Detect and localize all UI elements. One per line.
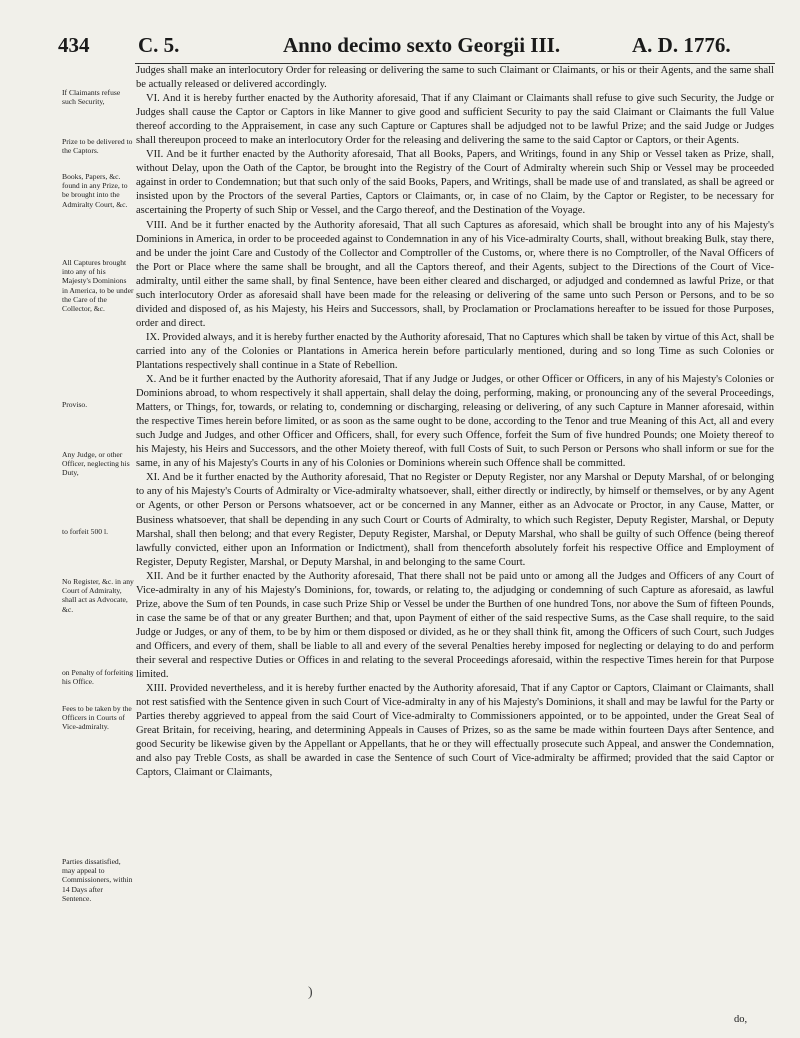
margin-note: to forfeit 500 l. [62,527,108,536]
regnal-title: Anno decimo sexto Georgii III. [283,33,561,57]
section-x: X. And be it further enacted by the Authority aforesaid, That if any Judge or Judges, or other Officer or Officers, in any of his Majesty's Colonies or Dominions abroad, to whom respectively it shall appertain, shall delay the doing, performing, making, or pronouncing any of the several Proceedings, Matters, or Things, for, towards, or relating to, condemning or discharging, releasing or delivering, of any such Capture in Manner aforesaid, within the respective Times herein before limited, or as soon as the same ought to be done, according to the Tenor and true Meaning of this Act, all and every such Judge and Judges, and other Officer and Officers, shall, for every such Offence, forfeit the Sum of five hundred Pounds; one Moiety thereof to his Majesty, his Heirs and Successors, and the other Moiety thereof, with full Costs of Suit, to such Person or Persons who shall inform or sue for the same, in any of his Majesty's Courts in any of his Colonies or Dominions wherein such Offence shall be committed. [136,374,774,470]
running-header [58,33,770,63]
margin-note: Books, Papers, &c. found in any Prize, to be brought into the Admiralty Court, &c. [62,172,128,209]
margin-note: on Penalty of forfeiting his Office. [62,668,134,687]
section-xiii: XIII. Provided nevertheless, and it is hereby further enacted by the Authority aforesaid, That if any Captor or Captors, Claimant or Claimants, shall not rest satisfied with the Sentence given in such Court of Vice-admiralty in any of his Majesty's Dominions, it shall and may be lawful for the Party or Parties thereby aggrieved to appeal from the said Court of Vice-admiralty to Commissioners appointed, or to be appointed, under the Great Seal of Great Britain, for receiving, hearing, and determining Appeals in Causes of Prizes, so as the same be made within fourteen Days after Sentence, and good Security be likewise given by the Appellant or Appellants, that he or they will effectually prosecute such Appeal, and answer the Condemnation, and also pay Treble Costs, as shall be awarded in case the Sentence of such Court of Vice-admiralty be affirmed; provided that the said Captor or Captors, Claimant or Claimants, [136,683,774,779]
section-vii: VII. And be it further enacted by the Authority aforesaid, That all Books, Papers, and Writings, found in any Ship or Vessel taken as Prize, shall, without Delay, upon the Oath of the Captor, be brought into the Registry of the Court of Admiralty wherein such Ship or Vessel may be proceeded against in order to Condemnation; but that such only of the said Books, Papers, and Writings, shall be made use of and translated, as shall be agreed or insisted upon by the Proctors of the several Parties, Captors or Claimants, or, in case of no Claim, by the Captor or Register, to be necessary for ascertaining the Property of such Ship or Vessel, and the Cargo thereof, and the Destination of the Voyage. [136,149,774,217]
section-vi: VI. And it is hereby further enacted by the Authority aforesaid, That if any Claimant or Claimants shall refuse to give such Security, the Judge or Judges shall cause the Captor or Captors in like Manner to give good and sufficient Security to pay the said Claimant or Claimants the full Value thereof according to the Appraisement, in case any such Capture or Captures shall be adjudged not to be lawful Prize; and the said Judge or Judges shall thereupon proceed to make an interlocutory Order for the releasing and delivering the same to the said Captor or Captors, or their Agents. [136,93,774,147]
year: A. D. 1776. [632,33,731,57]
margin-note: Fees to be taken by the Officers in Courts of Vice-admiralty. [62,704,132,732]
margin-note: All Captures brought into any of his Majesty's Dominions in America, to be under the Care of the Collector, &c. [62,258,134,314]
margin-note: Proviso. [62,400,88,409]
section-xi: XI. And be it further enacted by the Authority aforesaid, That no Register or Deputy Register, nor any Marshal or Deputy Marshal, of or belonging to any of his Majesty's Courts of Admiralty or Vice-admiralty whatsoever, shall, either directly or indirectly, by himself or themselves, or by any Agent or Agents, or other Person or Persons whatsoever, act or be concerned in any Manner, either as an Advocate or Proctor, in any Cause, Matter, or Business whatsoever, that shall be depending in any such Court or Courts of Admiralty, to which such Register, Deputy Register, Marshal, or Deputy Marshal, shall then belong; and that every Register, Deputy Register, Marshal, or Deputy Marshal, who shall be guilty of such Offence (being thereof lawfully convicted, either upon an Information or Indictment), shall from thenceforth absolutely forfeit his respective Office and Employment of Register, Deputy Register, Marshal, or Deputy Marshal, in and belonging to the same Court. [136,472,774,568]
paragraph-continuation: Judges shall make an interlocutory Order for releasing or delivering the same to such Claimant or Claimants, or his or their Agents, and the same shall be actually released or delivered accordingly. [136,65,774,91]
margin-notes [62,0,136,1038]
statute-text [136,64,774,1009]
margin-note: No Register, &c. in any Court of Admiralty, shall act as Advocate, &c. [62,577,134,614]
section-xii: XII. And be it further enacted by the Authority aforesaid, That there shall not be paid unto or among all the Judges and Officers of any Court of Vice-admiralty in any of his Majesty's Dominions, for, towards, or relating to, the adjudging or condemning of such Capture as aforesaid, as lawful Prize, above the Sum of ten Pounds, in case such Prize Ship or Vessel be under the Burthen of one hundred Tons, nor above the Sum of fifteen Pounds, in case the same be of that or any greater Burthen; and that, upon Payment of either of the said respective Sums, as the Case shall require, to the said Judge or Judges, or any of them, to be by him or them disposed or divided, as he or they shall think fit, among the Officers of such Court, such Judges and Officers, and every of them, shall be liable to all and every of the several Penalties hereby imposed for neglecting or delaying to do and perform their several and respective Duties or Offices in and relating to the several Proceedings aforesaid, within the respective Times herein for that Purpose limited. [136,570,774,681]
section-ix: IX. Provided always, and it is hereby further enacted by the Authority aforesaid, That no Captures which shall be taken by virtue of this Act, shall be carried into any of the Colonies or Plantations in America herein before particularly mentioned, during and so long Time as such Colonies or Plantations respectively shall continue in a State of Rebellion. [136,331,774,371]
page-number: 434 [58,33,90,57]
margin-note: If Claimants refuse such Security, [62,88,121,107]
catchword: do, [734,1014,748,1025]
margin-note: Parties dissatisfied, may appeal to Commissioners, within 14 Days after Sentence. [62,857,133,903]
margin-note: Any Judge, or other Officer, neglecting his Duty, [62,450,130,478]
section-viii: VIII. And be it further enacted by the Authority aforesaid, That all such Captures as aforesaid, which shall be brought into any of his Majesty's Dominions in America, in order to be proceeded against to Condemnation in any of his Vice-admiralty Courts, shall, without breaking Bulk, stay there, and be under the joint Care and Custody of the Collector and Comptroller of the Customs, or, where there is no Comptroller, of the Naval Officers of the Port or Place where the same shall be brought, and all the Captors thereof, and their Agents, subject to the Directions of the Court of Vice-admiralty, until either the same shall, by final Sentence, have been either cleared and discharged, or adjudged and condemned as lawful Prize, or that such interlocutory Order as aforesaid shall have been made for the releasing or delivering of the same unto such Person or Persons, and to be so divided and disposed of, as his Majesty, his Heirs and Successors, shall, by Proclamation or Proclamations hereafter to be issued for those Purposes, order and direct. [136,219,774,329]
chapter-number: C. 5. [138,33,180,57]
scan-mark: ) [308,985,313,1000]
margin-note: Prize to be delivered to the Captors. [62,137,133,156]
